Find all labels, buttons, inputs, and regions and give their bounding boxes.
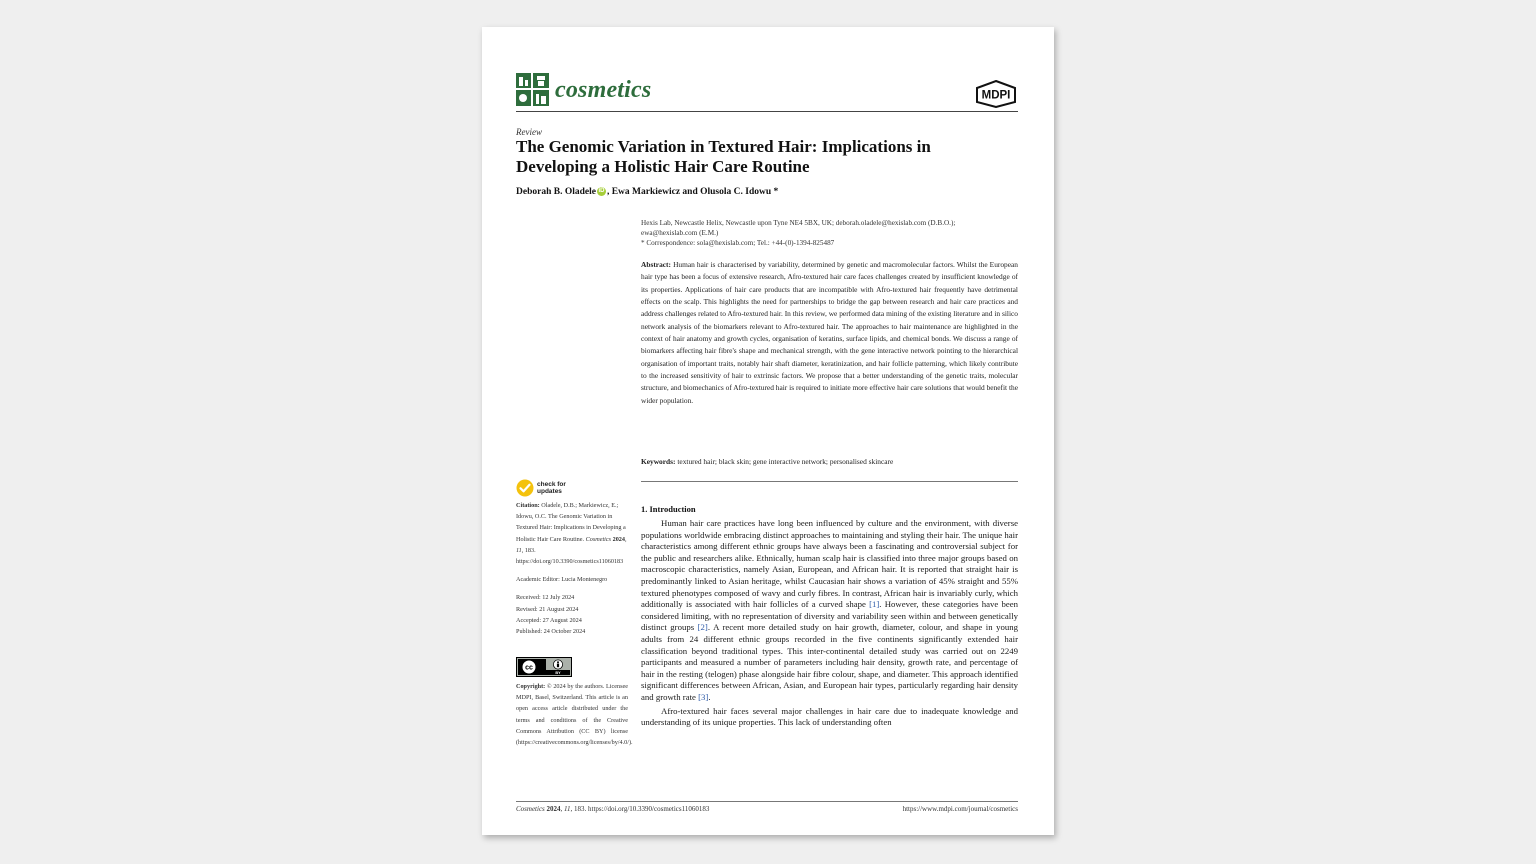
citation-doi[interactable]: , 183. https://doi.org/10.3390/cosmetics11060183 (516, 546, 624, 566)
check-updates-line: updates (537, 488, 562, 495)
author-names-rest: , Ewa Markiewicz and Olusola C. Idowu * (606, 187, 779, 197)
footer-citation: Cosmetics 2024, 11, 183. https://doi.org/10.3390/cosmetics11060183 (516, 805, 710, 813)
section-divider (641, 481, 1018, 482)
cc-icon: cc (525, 664, 533, 672)
accepted-date: Accepted: 27 August 2024 (516, 616, 582, 624)
author-name[interactable]: Deborah B. Oladele (516, 187, 596, 197)
abstract (641, 259, 1018, 407)
paragraph (641, 518, 1018, 704)
cosmetics-emblem-icon (516, 73, 549, 106)
mdpi-logo (974, 80, 1018, 113)
author-list (516, 187, 778, 197)
orcid-icon[interactable]: iD (598, 188, 605, 194)
revised-date: Revised: 21 August 2024 (516, 605, 579, 613)
academic-editor: Academic Editor: Lucia Montenegro (516, 576, 608, 584)
by-label: BY (555, 671, 561, 676)
paragraph-text: . However, these categories have been considered limiting, with no representation of diversity and variability seen within and between genetically distinct groups (641, 599, 1018, 633)
citation-label: Citation: (516, 502, 540, 509)
footer-rule (516, 801, 1018, 802)
keywords (641, 457, 1018, 466)
received-date: Received: 12 July 2024 (516, 594, 575, 602)
footer-journal: Cosmetics (516, 805, 545, 813)
cc-by-license-badge[interactable] (516, 657, 572, 682)
journal-name: cosmetics (555, 76, 652, 103)
reference-link[interactable]: [3] (698, 691, 709, 702)
article-metadata (516, 500, 628, 637)
paper-page (482, 27, 1054, 835)
paragraph: Afro-textured hair faces several major challenges in hair care due to inadequate knowledge and understanding of its unique properties. This lack of understanding often (641, 705, 1018, 728)
footer-year: 2024 (546, 805, 561, 813)
keywords-label: Keywords: (641, 457, 676, 466)
article-type: Review (516, 127, 542, 137)
citation-text: Oladele, D.B.; Markiewicz, E.; Idowu, O.C. The Genomic Variation in Textured Hair: Implications in Developing a Holistic Hair Care Routine. (516, 502, 626, 543)
footer-journal-url[interactable]: https://www.mdpi.com/journal/cosmetics (902, 805, 1018, 813)
paragraph-text: Human hair care practices have long been influenced by culture and the environment, with diverse populations worldwide embracing distinct approaches to maintaining and styling their hair. The unique hair characteristics among different ethnic groups have always been a fascinating and controversial subject for the public and researchers alike. Ethnically, human scalp hair is classified into three major groups based on macroscopic characteristics, namely Asian, European, and African hair. It is reported that straight hair is predominantly linked to Asian heritage, whilst Caucasian hair shows a variation of 45% straight and 55% textured phenotypes composed of wavy and curly fibres. In contrast, African hair is invariably curly, which additionally is associated with hair follicles of a curved shape (641, 518, 1018, 610)
footer-doi[interactable]: , 183. https://doi.org/10.3390/cosmetics11060183 (570, 805, 710, 813)
header-rule (516, 111, 1018, 112)
journal-logo (516, 73, 651, 106)
check-updates-icon (516, 479, 534, 497)
abstract-label: Abstract: (641, 260, 671, 269)
reference-link[interactable]: [1] (869, 599, 880, 610)
check-for-updates-badge[interactable] (516, 479, 566, 497)
section-heading: 1. Introduction (641, 504, 696, 514)
citation-volume: 11 (516, 546, 522, 554)
correspondence: * Correspondence: sola@hexislab.com; Tel.: +44-(0)-1394-825487 (641, 239, 835, 247)
introduction-body (641, 518, 1018, 729)
copyright-label: Copyright: (516, 683, 546, 690)
affiliation-line: Hexis Lab, Newcastle Helix, Newcastle upon Tyne NE4 5BX, UK; deborah.oladele@hexislab.com (D.B.O.); (641, 219, 956, 227)
citation-journal: Cosmetics (585, 535, 612, 543)
check-updates-line: check for (537, 481, 566, 488)
article-title: The Genomic Variation in Textured Hair: Implications in Developing a Holistic Hair Care Routine (516, 137, 931, 176)
abstract-text: Human hair is characterised by variability, determined by genetic and macromolecular factors. Whilst the European hair type has been a focus of extensive research, Afro-textured hair care faces challenges created by insufficient knowledge of its properties. Applications of hair care products that are incompatible with Afro-textured hair frequently have detrimental effects on the scalp. This highlights the need for partnerships to bridge the gap between research and hair care practices and address challenges related to Afro-textured hair. In this review, we performed data mining of the existing literature and in silico network analysis of the biomarkers relevant to Afro-textured hair. The approaches to hair maintenance are highlighted in the context of hair anatomy and growth cycles, organisation of keratins, surface lipids, and chemical bonds. We discuss a range of biomarkers affecting hair fibre's shape and mechanical strength, with the gene interactive network pointing to the hierarchical organisation of important traits, notably hair shaft diameter, keratinization, and hair follicle patterning, which likely contribute to the increased sensitivity of hair to extrinsic factors. We propose that a better understanding of the genetic traits, molecular structure, and biomechanics of Afro-textured hair is required to initiate more effective hair care solutions that would benefit the wider population. (641, 260, 1019, 405)
paragraph-text: . (708, 691, 711, 702)
copyright-notice (516, 681, 633, 748)
reference-link[interactable]: [2] (697, 622, 708, 633)
citation-year: 2024 (612, 535, 625, 543)
footer-volume: 11 (564, 805, 571, 813)
published-date: Published: 24 October 2024 (516, 628, 586, 636)
paragraph-text: . A recent more detailed study on hair growth, diameter, colour, and shape in young adults from 24 different ethnic groups recorded in the five continents significantly extended hair classification beyond traditional types. This inter-continental detailed study was carried out on 2249 participants and measured a number of parameters including hair density, growth rate, and percentage of hair in the resting (telogen) phase alongside hair fibre colour, shape, and diameter. This approach identified significant differences between African, Asian, and European hair types, particularly regarding hair density and growth rate (641, 622, 1018, 702)
keywords-text: textured hair; black skin; gene interactive network; personalised skincare (677, 457, 894, 466)
citation: Citation: Oladele, D.B.; Markiewicz, E.; Idowu, O.C. The Genomic Variation in Textured Hair: Implications in Developing a Holistic Hair Care Routine. Cosmetics 2024, 11, 183. https://doi.org/10.3390/cosmetics11060183 (516, 502, 627, 566)
mdpi-logo-text: MDPI (981, 89, 1011, 102)
copyright-text: © 2024 by the authors. Licensee MDPI, Basel, Switzerland. This article is an open access article distributed under the terms and conditions of the Creative Commons Attribution (CC BY) license (https://creativecommons.org/licenses/by/4.0/). (516, 683, 633, 747)
affiliation-block (641, 218, 1021, 248)
affiliation-line: ewa@hexislab.com (E.M.) (641, 229, 719, 237)
